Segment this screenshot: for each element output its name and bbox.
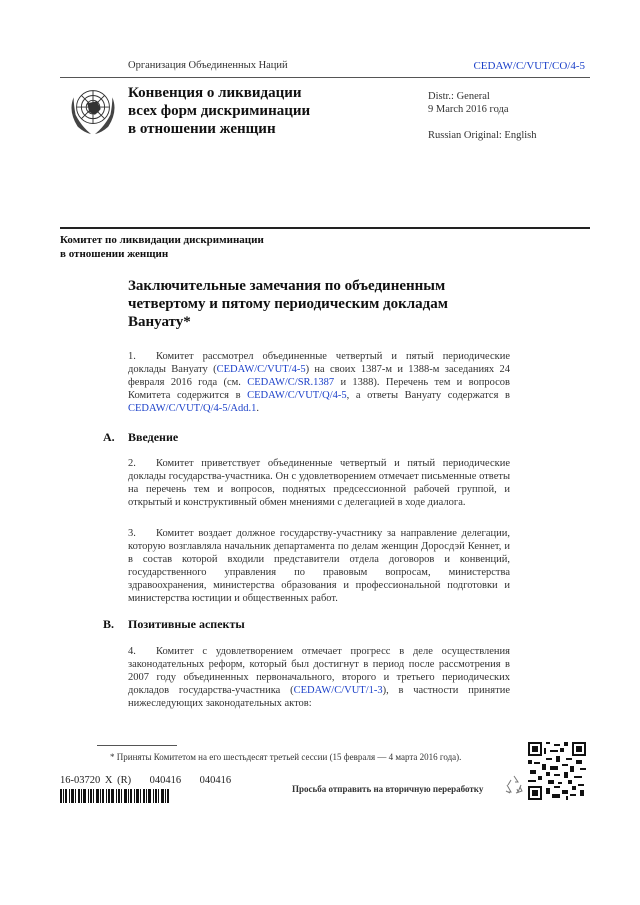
- document-title: [128, 277, 448, 331]
- un-emblem-icon: [64, 80, 122, 138]
- paragraph-text: ), в частности принятие нижеследующих законодательных актов:: [128, 685, 510, 709]
- paragraph-text: и 1388). Перечень тем и вопросов Комитета содержится в: [128, 377, 510, 401]
- paragraph-4: [128, 645, 510, 710]
- paragraph-1: [128, 350, 510, 415]
- paragraph-text: .: [256, 403, 259, 414]
- document-link[interactable]: CEDAW/C/VUT/1-3: [293, 685, 383, 696]
- paragraph-2: [128, 457, 510, 509]
- document-link[interactable]: CEDAW/C/SR.1387: [247, 377, 335, 388]
- qr-code-icon: [528, 742, 586, 800]
- organization-name: Организация Объединенных Наций: [128, 60, 288, 71]
- paragraph-text: Комитет приветствует объединенные четвертый и пятый периодические доклады государства-участника. Он с удовлетворением отмечает письменные ответы на перечень тем и вопросов, поднятых предсессионной рабочей группой, и открытый и конструктивный обмен мнениями с делегацией в ходе диалога.: [128, 458, 510, 508]
- paragraph-number: 4.: [128, 646, 136, 657]
- section-heading-a: [103, 430, 178, 445]
- document-title-line: четвертому и пятому периодическим докладам: [128, 296, 448, 312]
- paragraph-number: 2.: [128, 458, 136, 469]
- distribution: Distr.: General: [428, 91, 490, 102]
- document-link[interactable]: CEDAW/C/VUT/Q/4-5: [247, 390, 347, 401]
- document-symbol[interactable]: CEDAW/C/VUT/CO/4-5: [473, 60, 585, 72]
- barcode-icon: [60, 789, 170, 803]
- paragraph-text: Комитет воздает должное государству-участнику за направление делегации, которую возглавляла начальник департамента по делам женщин Доросдэй Кеннет, и в состав которой входили представители отдела договоров и конвенций, государственного управления по правовым вопросам, министерства здравоохранения, министерства образования и профессиональной подготовки и министерства юстиции и общественных работ.: [128, 528, 510, 604]
- paragraph-text: ) на своих 1387-м и 1388-м заседаниях 24 февраля 2016 года (см.: [128, 364, 510, 388]
- job-number: 16-03720 X (R) 040416 040416: [60, 775, 232, 786]
- section-heading-b: [103, 617, 245, 632]
- document-link[interactable]: CEDAW/C/VUT/4-5: [216, 364, 306, 375]
- document-link[interactable]: CEDAW/C/VUT/Q/4-5/Add.1: [128, 403, 257, 414]
- committee-line: Комитет по ликвидации дискриминации: [60, 234, 264, 246]
- section-letter: A.: [103, 430, 115, 444]
- document-date: 9 March 2016 года: [428, 104, 509, 115]
- recycle-icon: [503, 773, 525, 797]
- convention-title-line: всех форм дискриминации: [128, 103, 311, 119]
- footnote: * Приняты Комитетом на его шестьдесят третьей сессии (15 февраля — 4 марта 2016 года).: [110, 752, 462, 762]
- language-info: Russian Original: English: [428, 130, 537, 141]
- header-rule: [60, 77, 590, 78]
- committee-name: [60, 233, 264, 261]
- section-letter: B.: [103, 617, 115, 631]
- convention-title-line: Конвенция о ликвидации: [128, 85, 302, 101]
- document-title-line: Вануату*: [128, 314, 191, 330]
- footnote-rule: [97, 745, 177, 746]
- section-title: Позитивные аспекты: [128, 617, 245, 631]
- committee-rule: [60, 227, 590, 229]
- paragraph-text: Комитет с удовлетворением отмечает прогресс в деле осуществления законодательных реформ, который был достигнут в период после рассмотрения в 2007 году объединенных первоначального, второго и третьего периодических докладов государства-участника (: [128, 646, 510, 696]
- paragraph-text: Комитет рассмотрел объединенные четвертый и пятый периодические доклады Вануату (: [128, 351, 510, 375]
- paragraph-3: [128, 527, 510, 605]
- document-title-line: Заключительные замечания по объединенным: [128, 278, 446, 294]
- committee-line: в отношении женщин: [60, 248, 169, 260]
- convention-title-line: в отношении женщин: [128, 121, 276, 137]
- paragraph-text: , а ответы Вануату содержатся в: [346, 390, 510, 401]
- distribution-block: [428, 90, 509, 116]
- section-title: Введение: [128, 430, 179, 444]
- convention-title: [128, 84, 310, 138]
- recycle-note: Просьба отправить на вторичную переработку: [292, 784, 484, 794]
- paragraph-number: 1.: [128, 351, 136, 362]
- paragraph-number: 3.: [128, 528, 136, 539]
